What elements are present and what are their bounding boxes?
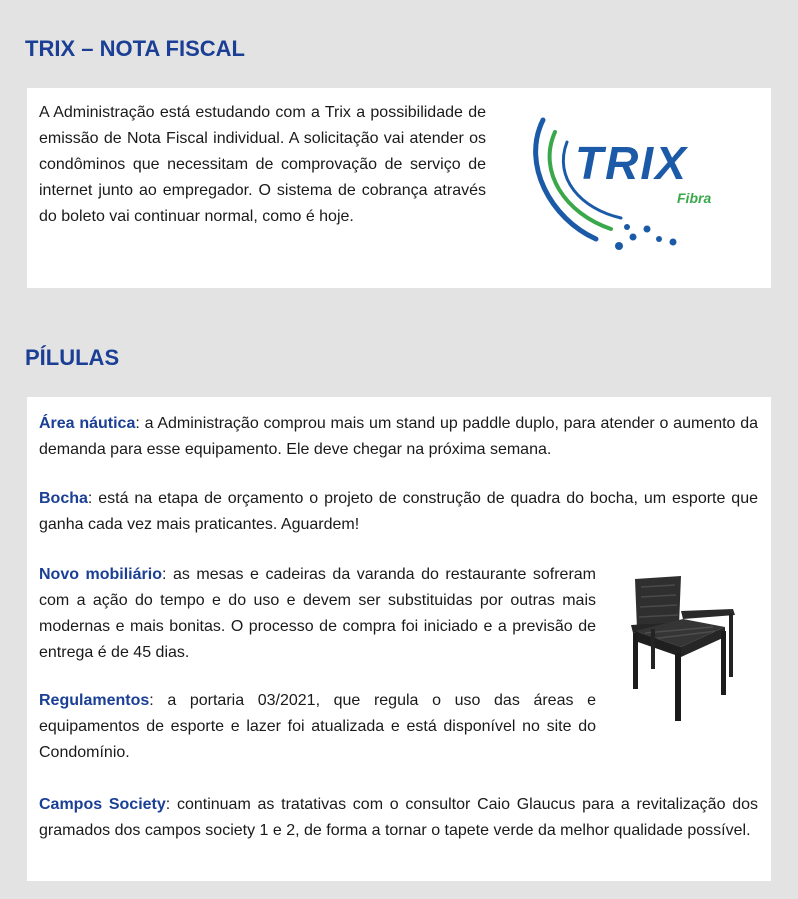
pilula-keyword: Regulamentos (39, 692, 150, 709)
pilula-text: : continuam as tratativas com o consultor Caio Glaucus para a revitalização dos gramados dos campos society 1 e 2, de forma a tornar o tapete verde da melhor qualidade possível. (39, 796, 759, 839)
pilula-text: : as mesas e cadeiras da varanda do restaurante sofreram com a ação do tempo e do uso e devem ser substituidas por outras mais modernas e mais bonitas. O processo de compra foi iniciado e a previsão de entrega é de 45 dias. (39, 566, 597, 661)
pilula-text: : a Administração comprou mais um stand up paddle duplo, para atender o aumento da demanda para esse equipamento. Ele deve chegar na próxima semana. (39, 415, 758, 458)
pilula-item (39, 486, 758, 538)
pilula-keyword: Bocha (39, 490, 88, 507)
pilula-text: : está na etapa de orçamento o projeto de construção de quadra do bocha, um esporte que ganha cada vez mais praticantes. Aguardem! (39, 490, 758, 533)
pilula-item (39, 411, 758, 463)
pilula-keyword: Área náutica (39, 415, 136, 432)
trix-logo-name: TRIX (575, 137, 688, 189)
pilula-item (39, 688, 596, 766)
pilulas-section-title: PÍLULAS (25, 345, 120, 370)
trix-logo (521, 114, 731, 264)
pilula-keyword: Campos Society (39, 796, 166, 813)
trix-body-text: A Administração está estudando com a Trix a possibilidade de emissão de Nota Fiscal individual. A solicitação vai atender os condôminos que necessitam de comprovação de serviço de internet junto ao empregador. O sistema de cobrança através do boleto vai continuar normal, como é hoje. (39, 104, 486, 225)
trix-card (27, 88, 771, 288)
trix-section-title: TRIX – NOTA FISCAL (25, 36, 245, 61)
trix-logo-sub: Fibra (677, 190, 712, 206)
pilula-text: : a portaria 03/2021, que regula o uso das áreas e equipamentos de esporte e lazer foi atualizada e está disponível no site do Condomínio. (39, 692, 596, 761)
pilula-item (39, 792, 758, 844)
chair-image (621, 573, 741, 723)
pilula-item (39, 562, 596, 666)
pilulas-card (27, 397, 771, 881)
pilula-keyword: Novo mobiliário (39, 566, 162, 583)
